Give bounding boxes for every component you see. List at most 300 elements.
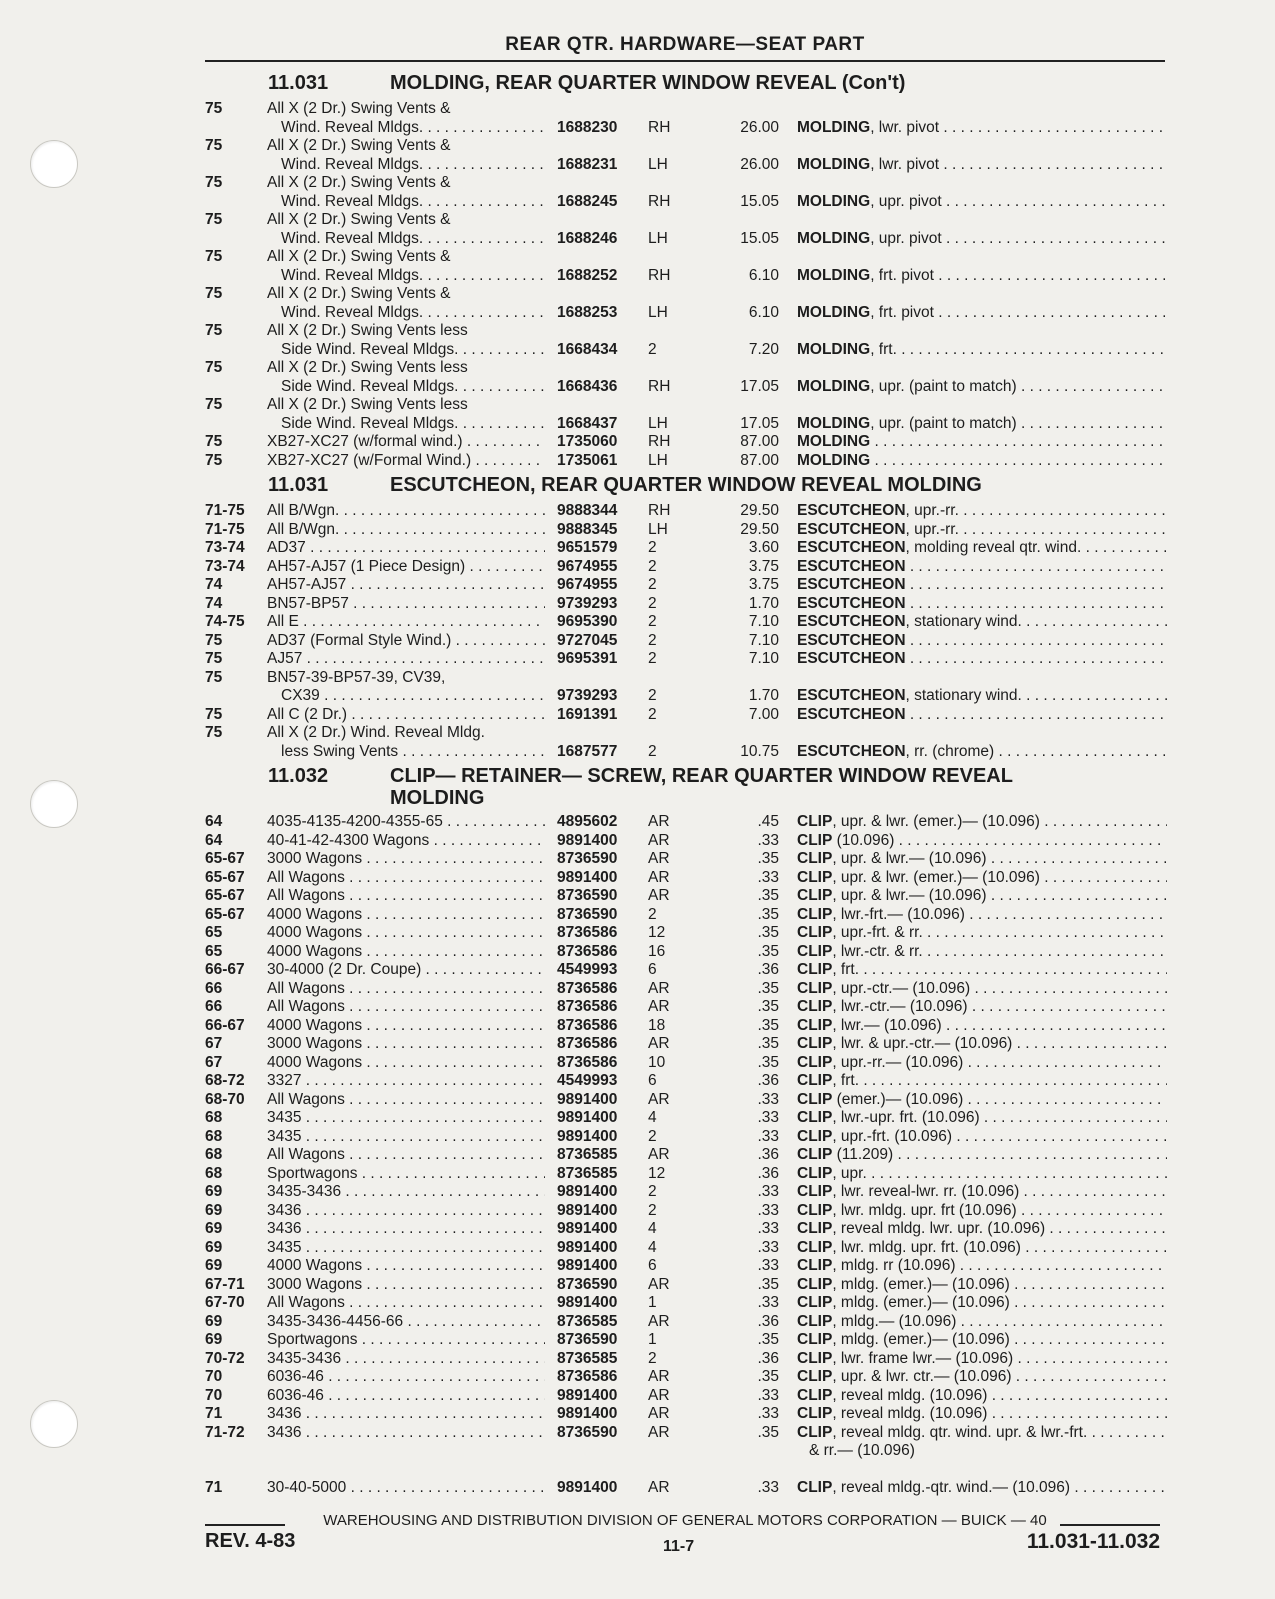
revision-label: REV. 4-83 xyxy=(205,1530,296,1552)
leader-dots xyxy=(859,961,1167,978)
model-description xyxy=(267,322,545,341)
price: .35 xyxy=(757,924,779,941)
model-description xyxy=(267,1017,545,1036)
price: .33 xyxy=(757,1478,779,1496)
year-range: 75 xyxy=(205,359,223,376)
list-item xyxy=(205,1091,1165,1110)
part-number: 8736590 xyxy=(557,1275,618,1293)
part-detail: , mldg. (emer.)— (10.096) xyxy=(832,1294,1010,1311)
part-name: ESCUTCHEON xyxy=(797,576,906,593)
model-text: Side Wind. Reveal Mldgs. xyxy=(281,414,459,432)
binder-hole-middle xyxy=(30,780,78,828)
part-detail: , upr. pivot xyxy=(870,229,942,247)
year-range: 65-67 xyxy=(205,850,245,867)
leader-dots xyxy=(357,1165,545,1182)
model-description xyxy=(267,906,545,925)
model-text: 3000 Wagons xyxy=(267,1035,363,1052)
part-name: CLIP xyxy=(797,1127,833,1145)
model-text: All Wagons xyxy=(267,979,345,997)
part-detail: , molding reveal qtr. wind. xyxy=(905,539,1082,556)
list-item xyxy=(205,613,1165,632)
part-detail: (emer.)— (10.096) xyxy=(832,1090,964,1108)
list-item xyxy=(205,1313,1165,1332)
part-description xyxy=(797,743,1167,762)
year-range: 68 xyxy=(205,1127,223,1145)
part-detail: , lwr. mldg. upr. frt. (10.096) xyxy=(832,1238,1021,1256)
part-number: 9891400 xyxy=(557,868,618,886)
part-detail: , mldg. (emer.)— (10.096) xyxy=(832,1331,1010,1348)
leader-dots xyxy=(942,230,1167,247)
list-item xyxy=(205,650,1165,669)
part-number: 1688246 xyxy=(557,229,618,247)
price: 26.00 xyxy=(740,155,779,173)
leader-dots xyxy=(1021,1239,1167,1256)
part-name: CLIP xyxy=(797,850,833,867)
leader-dots xyxy=(987,887,1167,904)
part-name: MOLDING xyxy=(797,451,871,469)
part-name: CLIP xyxy=(797,979,833,997)
part-detail: , upr. (paint to match) xyxy=(870,414,1017,432)
price: .35 xyxy=(757,1053,779,1071)
price: 3.60 xyxy=(748,539,779,556)
part-description xyxy=(797,1128,1167,1147)
leader-dots xyxy=(299,613,545,630)
part-number: 9891400 xyxy=(557,1220,618,1237)
leader-dots xyxy=(1010,1294,1167,1311)
part-name: ESCUTCHEON xyxy=(797,613,906,630)
leader-dots xyxy=(423,230,545,247)
list-item xyxy=(205,433,1165,452)
part-name: CLIP xyxy=(797,1053,833,1071)
price: .35 xyxy=(757,942,779,960)
leader-dots xyxy=(870,433,1167,450)
model-description xyxy=(267,248,545,267)
year-range: 70 xyxy=(205,1386,223,1404)
quantity: RH xyxy=(648,377,671,395)
leader-dots xyxy=(345,887,545,904)
part-name: MOLDING xyxy=(797,192,871,210)
price: .33 xyxy=(757,1090,779,1108)
leader-dots xyxy=(306,539,545,556)
leader-dots xyxy=(956,1313,1167,1330)
quantity: 1 xyxy=(648,1331,657,1348)
model-text: 30-40-5000 xyxy=(267,1478,347,1496)
leader-dots xyxy=(959,521,1167,538)
quantity: 6 xyxy=(648,1072,657,1089)
leader-dots xyxy=(341,1183,545,1200)
leader-dots xyxy=(970,980,1167,997)
part-detail: , stationary wind. xyxy=(905,687,1022,704)
part-detail: , frt. pivot xyxy=(870,303,934,321)
list-item xyxy=(205,943,1165,962)
list-item xyxy=(205,100,1165,119)
model-text: Wind. Reveal Mldgs. xyxy=(281,118,424,136)
quantity: 2 xyxy=(648,594,657,612)
price: .36 xyxy=(757,1349,779,1367)
list-item xyxy=(205,924,1165,943)
year-range: 75 xyxy=(205,705,223,723)
model-text: All X (2 Dr.) Wind. Reveal Mldg. xyxy=(267,724,485,741)
leader-dots xyxy=(923,943,1167,960)
quantity: 2 xyxy=(648,905,657,923)
list-item xyxy=(205,1239,1165,1258)
part-detail: , reveal mldg.-qtr. wind.— (10.096) xyxy=(832,1478,1071,1496)
model-text: 3435 xyxy=(267,1109,302,1126)
part-number: 9891400 xyxy=(557,831,618,849)
part-description xyxy=(797,576,1167,595)
leader-dots xyxy=(1010,1276,1167,1293)
list-item xyxy=(205,193,1165,212)
model-text: Wind. Reveal Mldgs. xyxy=(281,192,424,210)
list-item xyxy=(205,1442,1165,1461)
quantity: AR xyxy=(648,813,670,830)
part-detail: , upr. & lwr.— (10.096) xyxy=(832,887,987,904)
quantity: 2 xyxy=(648,650,657,667)
quantity: RH xyxy=(648,192,671,210)
quantity: 2 xyxy=(648,1349,657,1367)
year-range: 73-74 xyxy=(205,539,245,556)
model-text: 3327 xyxy=(267,1072,302,1089)
leader-dots xyxy=(465,558,545,575)
part-name: CLIP xyxy=(797,1478,833,1496)
model-text: Sportwagons xyxy=(267,1164,358,1182)
leader-dots xyxy=(934,267,1167,284)
part-name: MOLDING xyxy=(797,266,871,284)
leader-dots xyxy=(463,433,545,450)
part-name: CLIP xyxy=(797,831,833,849)
price: 26.00 xyxy=(740,118,779,136)
model-description xyxy=(267,576,545,595)
year-range: 65 xyxy=(205,942,223,960)
list-item xyxy=(205,724,1165,743)
model-description xyxy=(267,100,545,119)
year-range: 75 xyxy=(205,137,223,154)
part-detail: , stationary wind. xyxy=(905,613,1022,630)
price: 29.50 xyxy=(740,502,779,519)
year-range: 68-72 xyxy=(205,1072,245,1089)
price: 6.10 xyxy=(748,303,779,321)
model-description xyxy=(267,1387,545,1406)
model-description xyxy=(267,1183,545,1202)
part-name: CLIP xyxy=(797,1275,833,1293)
model-description xyxy=(267,1091,545,1110)
price: 15.05 xyxy=(740,229,779,247)
leader-dots xyxy=(458,415,545,432)
leader-dots xyxy=(894,832,1167,849)
year-range: 75 xyxy=(205,724,223,741)
section-title: CLIP— RETAINER— SCREW, REAR QUARTER WINDOW REVEAL MOLDING xyxy=(390,765,1013,809)
year-range: 69 xyxy=(205,1183,223,1200)
part-detail: , lwr. pivot xyxy=(870,118,940,136)
year-range: 71-75 xyxy=(205,502,245,519)
part-name: CLIP xyxy=(797,868,833,886)
model-description xyxy=(267,832,545,851)
leader-dots xyxy=(1081,539,1167,556)
part-description xyxy=(797,943,1167,962)
part-detail: , upr.-rr. xyxy=(905,502,959,519)
part-detail: , lwr.-frt.— (10.096) xyxy=(832,905,965,923)
year-range: 67 xyxy=(205,1053,223,1071)
part-description xyxy=(797,378,1167,397)
leader-dots xyxy=(867,1165,1167,1182)
model-text: 4000 Wagons xyxy=(267,1053,363,1071)
part-name: CLIP xyxy=(797,1164,833,1182)
list-item xyxy=(205,156,1165,175)
part-description xyxy=(797,341,1167,360)
leader-dots xyxy=(301,1202,545,1219)
part-description xyxy=(797,980,1167,999)
list-item xyxy=(205,1165,1165,1184)
year-range: 75 xyxy=(205,650,223,667)
price: 17.05 xyxy=(740,414,779,432)
part-name: CLIP xyxy=(797,887,833,904)
list-item xyxy=(205,1257,1165,1276)
price: 87.00 xyxy=(740,451,779,469)
part-detail: , upr. & lwr. (emer.)— (10.096) xyxy=(832,813,1040,830)
price: 1.70 xyxy=(748,687,779,704)
part-detail: , lwr. reveal-lwr. rr. (10.096) xyxy=(832,1183,1020,1200)
model-description xyxy=(281,267,545,286)
part-number: 1735060 xyxy=(557,433,618,450)
part-description xyxy=(797,1072,1167,1091)
part-number: 1735061 xyxy=(557,451,618,469)
quantity: 12 xyxy=(648,924,666,941)
part-name: ESCUTCHEON xyxy=(797,687,906,704)
part-description xyxy=(797,1017,1167,1036)
leader-dots xyxy=(942,1017,1167,1034)
section-heading xyxy=(205,765,1165,807)
part-description xyxy=(797,906,1167,925)
model-text: 3435 xyxy=(267,1238,302,1256)
model-description xyxy=(281,415,545,434)
part-name: ESCUTCHEON xyxy=(797,742,906,760)
leader-dots xyxy=(362,1017,545,1034)
part-number: 9651579 xyxy=(557,539,618,556)
price: 17.05 xyxy=(740,377,779,395)
model-text: All C (2 Dr.) xyxy=(267,705,348,723)
model-text: All X (2 Dr.) Swing Vents less xyxy=(267,359,468,376)
list-item xyxy=(205,906,1165,925)
model-description xyxy=(267,961,545,980)
quantity: AR xyxy=(648,850,670,867)
part-detail: , upr.-frt. (10.096) xyxy=(832,1127,953,1145)
model-text: All X (2 Dr.) Swing Vents less xyxy=(267,322,468,339)
part-description xyxy=(797,1091,1167,1110)
leader-dots xyxy=(906,650,1167,667)
list-item xyxy=(205,1128,1165,1147)
part-number: 1668436 xyxy=(557,377,618,395)
list-item xyxy=(205,1183,1165,1202)
leader-dots xyxy=(345,998,545,1015)
model-text: 30-4000 (2 Dr. Coupe) xyxy=(267,961,422,978)
leader-dots xyxy=(345,869,545,886)
leader-dots xyxy=(320,687,545,704)
price: 29.50 xyxy=(740,520,779,538)
model-description xyxy=(267,1072,545,1091)
year-range: 69 xyxy=(205,1238,223,1256)
model-description xyxy=(267,1054,545,1073)
list-item xyxy=(205,1146,1165,1165)
part-name: ESCUTCHEON xyxy=(797,650,906,667)
price: .36 xyxy=(757,1164,779,1182)
model-text: 3000 Wagons xyxy=(267,1275,363,1293)
year-range: 69 xyxy=(205,1312,223,1330)
model-text: All E xyxy=(267,613,299,630)
leader-dots xyxy=(301,1239,545,1256)
quantity: 2 xyxy=(648,576,657,593)
year-range: 67 xyxy=(205,1035,223,1052)
section-title: ESCUTCHEON, REAR QUARTER WINDOW REVEAL MOLDING xyxy=(390,474,982,496)
model-description xyxy=(267,595,545,614)
leader-dots xyxy=(1040,813,1167,830)
part-number: 1688252 xyxy=(557,266,618,284)
quantity: AR xyxy=(648,1090,670,1108)
part-number: 8736590 xyxy=(557,1423,618,1441)
part-number: 9891400 xyxy=(557,1090,618,1108)
leader-dots xyxy=(301,1128,545,1145)
list-item xyxy=(205,1387,1165,1406)
year-range: 71 xyxy=(205,1478,223,1496)
list-item xyxy=(205,1109,1165,1128)
part-name: MOLDING xyxy=(797,340,871,358)
part-number: 8736585 xyxy=(557,1164,618,1182)
leader-dots xyxy=(906,576,1167,593)
leader-dots xyxy=(301,1220,545,1237)
part-description xyxy=(797,1350,1167,1369)
model-text: Sportwagons xyxy=(267,1331,358,1348)
price: .45 xyxy=(757,813,779,830)
part-number: 8736586 xyxy=(557,1053,618,1071)
section-title: MOLDING, REAR QUARTER WINDOW REVEAL (Con't) xyxy=(390,72,906,94)
list-item xyxy=(205,850,1165,869)
list-item xyxy=(205,521,1165,540)
quantity: AR xyxy=(648,1386,670,1404)
quantity: AR xyxy=(648,979,670,997)
part-name: MOLDING xyxy=(797,155,871,173)
part-name: CLIP xyxy=(797,1331,833,1348)
model-text: All X (2 Dr.) Swing Vents & xyxy=(267,285,451,302)
leader-dots xyxy=(987,1387,1167,1404)
part-name: MOLDING xyxy=(797,377,871,395)
model-description xyxy=(267,1331,545,1350)
year-range: 68 xyxy=(205,1146,223,1163)
leader-dots xyxy=(301,1072,545,1089)
model-description xyxy=(267,724,545,743)
price: .36 xyxy=(757,961,779,978)
part-number: 9891400 xyxy=(557,1405,618,1422)
leader-dots xyxy=(339,502,545,519)
part-description xyxy=(797,869,1167,888)
part-description xyxy=(797,998,1167,1017)
list-item xyxy=(205,211,1165,230)
part-detail: , upr.-rr.— (10.096) xyxy=(832,1053,964,1071)
year-range: 67-71 xyxy=(205,1275,245,1293)
part-description xyxy=(797,119,1167,138)
model-description xyxy=(267,137,545,156)
model-text: All X (2 Dr.) Swing Vents & xyxy=(267,211,451,228)
leader-dots xyxy=(362,1276,545,1293)
page-number: 11-7 xyxy=(663,1538,695,1555)
model-text: less Swing Vents xyxy=(281,742,399,760)
model-description xyxy=(281,304,545,323)
part-number: 9674955 xyxy=(557,576,618,593)
part-number: 1688231 xyxy=(557,155,618,173)
part-number: 1688253 xyxy=(557,303,618,321)
part-detail: , rr. (chrome) xyxy=(905,742,995,760)
price: 15.05 xyxy=(740,192,779,210)
part-description xyxy=(797,1294,1167,1313)
part-name: CLIP xyxy=(797,924,833,941)
price: .35 xyxy=(757,850,779,867)
part-number: 9891400 xyxy=(557,1201,618,1219)
model-text: CX39 xyxy=(281,687,320,704)
model-text: AJ57 xyxy=(267,650,303,667)
part-name: CLIP xyxy=(797,1423,833,1441)
quantity: RH xyxy=(648,502,671,519)
leader-dots xyxy=(1022,613,1167,630)
model-text: 3436 xyxy=(267,1220,302,1237)
part-name: CLIP xyxy=(797,998,833,1015)
list-item xyxy=(205,1202,1165,1221)
quantity: 12 xyxy=(648,1164,666,1182)
quantity: LH xyxy=(648,229,668,247)
price: 3.75 xyxy=(748,557,779,575)
leader-dots xyxy=(963,1054,1167,1071)
list-item xyxy=(205,1368,1165,1387)
part-description xyxy=(797,1479,1167,1498)
year-range: 69 xyxy=(205,1201,223,1219)
part-number: 9695391 xyxy=(557,650,618,667)
part-detail: , lwr. frame lwr.— (10.096) xyxy=(832,1349,1014,1367)
model-description xyxy=(267,521,545,540)
part-description xyxy=(797,595,1167,614)
section-number: 11.031 xyxy=(268,474,329,496)
leader-dots xyxy=(398,743,545,760)
model-description xyxy=(281,378,545,397)
section-number: 11.032 xyxy=(268,765,329,787)
year-range: 75 xyxy=(205,322,223,339)
part-description xyxy=(797,850,1167,869)
part-description xyxy=(797,924,1167,943)
list-item xyxy=(205,1220,1165,1239)
list-item xyxy=(205,1017,1165,1036)
price: .35 xyxy=(757,979,779,997)
leader-dots xyxy=(939,119,1167,136)
part-description xyxy=(797,433,1167,452)
quantity: LH xyxy=(648,155,668,173)
year-range: 69 xyxy=(205,1331,223,1348)
price: .35 xyxy=(757,887,779,904)
parts-listing xyxy=(205,68,1165,1497)
part-name: ESCUTCHEON xyxy=(797,705,906,723)
part-description xyxy=(797,1054,1167,1073)
year-range: 75 xyxy=(205,285,223,302)
model-text: Side Wind. Reveal Mldgs. xyxy=(281,377,459,395)
list-item xyxy=(205,980,1165,999)
part-name: CLIP xyxy=(797,942,833,960)
list-item xyxy=(205,452,1165,471)
model-text: 3436 xyxy=(267,1201,302,1219)
model-description xyxy=(267,211,545,230)
year-range: 69 xyxy=(205,1220,223,1237)
part-detail: , lwr.— (10.096) xyxy=(832,1016,942,1034)
quantity: AR xyxy=(648,868,670,886)
part-detail: , reveal mldg. (10.096) xyxy=(832,1386,988,1404)
model-text: Wind. Reveal Mldgs. xyxy=(281,303,424,321)
year-range: 69 xyxy=(205,1257,223,1274)
binder-hole-bottom xyxy=(30,1400,78,1448)
quantity: 6 xyxy=(648,1257,657,1274)
